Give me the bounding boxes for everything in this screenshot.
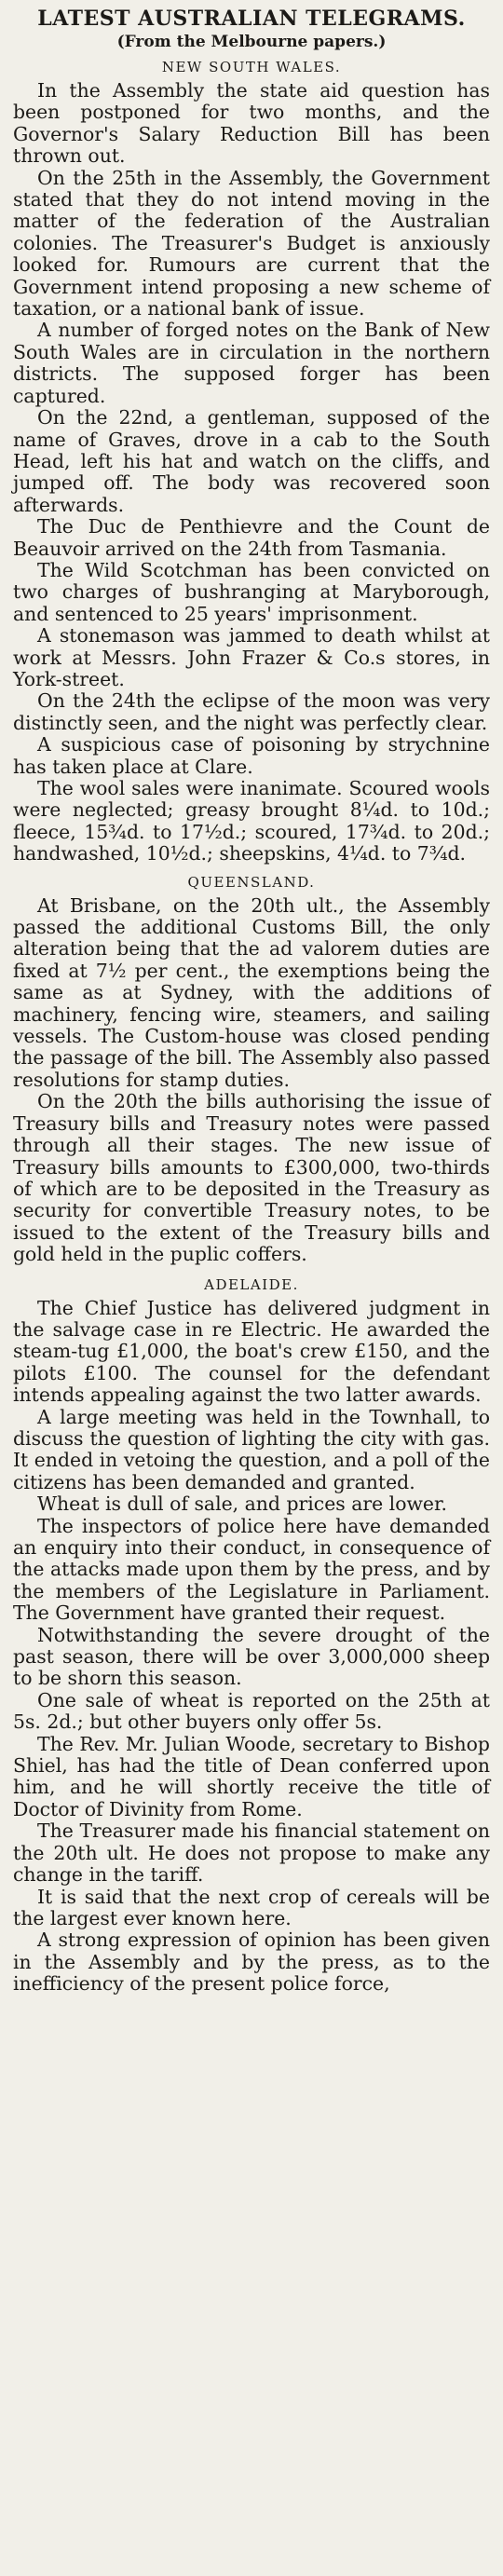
paragraph: A stonemason was jammed to death whilst at work at Messrs. John Frazer & Co.s stores, in York-street. — [13, 624, 490, 690]
paragraph: In the Assembly the state aid question has been postponed for two months, and the Governor's Salary Reduction Bill has been thrown out. — [13, 79, 490, 168]
paragraph: The inspectors of police here have demanded an enquiry into their conduct, in consequence of the attacks made upon them by the press, and by the members of the Legislature in Parliament. The Government have granted their request. — [13, 1514, 490, 1625]
paragraph: A suspicious case of poisoning by strychnine has taken place at Clare. — [13, 733, 490, 778]
section-new-south-wales — [13, 58, 490, 865]
paragraph: On the 25th in the Assembly, the Government stated that they do not intend moving in the matter of the federation of the Australian colonies. The Treasurer's Budget is anxiously looked for. Rumours are current that the Government intend proposing a new scheme of taxation, or a national bank of issue. — [13, 166, 490, 320]
paragraph: The Wild Scotchman has been convicted on two charges of bushranging at Maryborough, and sentenced to 25 years' imprisonment. — [13, 558, 490, 625]
paragraph: A strong expression of opinion has been given in the Assembly and by the press, as to the inefficiency of the present police force, — [13, 1929, 490, 1996]
paragraph: The Duc de Penthievre and the Count de Beauvoir arrived on the 24th from Tasmania. — [13, 515, 490, 560]
section-adelaide — [13, 1275, 490, 1996]
paragraph: At Brisbane, on the 20th ult., the Assembly passed the additional Customs Bill, the only alteration being that the ad valorem duties are fixed at 7½ per cent., the exemptions being the same as at Sydney, with the additions of machinery, fencing wire, steamers, and sailing vessels. The Custom-house was closed pending the passage of the bill. The Assembly also passed resolutions for stamp duties. — [13, 893, 490, 1091]
paragraph: It is said that the next crop of cereals will be the largest ever known here. — [13, 1885, 490, 1929]
section-heading: ADELAIDE. — [204, 1275, 299, 1293]
paragraph: On the 20th the bills authorising the issue of Treasury bills and Treasury notes were passed through all their stages. The new issue of Treasury bills amounts to £300,000, two-thirds of which are to be deposited in the Treasury as security for convertible Treasury notes, to be issued to the extent of the Treasury bills and gold held in the puplic coffers. — [13, 1090, 490, 1266]
paragraph: A number of forged notes on the Bank of New South Wales are in circulation in the northern districts. The supposed forger has been captured. — [13, 319, 490, 407]
article-title: LATEST AUSTRALIAN TELEGRAMS. — [37, 7, 466, 31]
paragraph: Notwithstanding the severe drought of the past season, there will be over 3,000,000 sheep to be shorn this season. — [13, 1623, 490, 1690]
paragraph: The Chief Justice has delivered judgment in the salvage case in re Electric. He awarded the steam-tug £1,000, the boat's crew £150, and the pilots £100. The counsel for the defendant intends appealing against the two latter awards. — [13, 1296, 490, 1407]
paragraph: On the 22nd, a gentleman, supposed of the name of Graves, drove in a cab to the South Head, left his hat and watch on the cliffs, and jumped off. The body was recovered soon afterwards. — [13, 406, 490, 516]
article-source: (From the Melbourne papers.) — [116, 33, 387, 51]
paragraph: The Rev. Mr. Julian Woode, secretary to Bishop Shiel, has had the title of Dean conferred upon him, and he will shortly receive the title of Doctor of Divinity from Rome. — [13, 1732, 490, 1820]
section-heading: NEW SOUTH WALES. — [161, 59, 342, 75]
paragraph: The Treasurer made his financial statement on the 20th ult. He does not propose to make any change in the tariff. — [13, 1820, 490, 1887]
paragraph: The wool sales were inanimate. Scoured wools were neglected; greasy brought 8¼d. to 10d.; fleece, 15¾d. to 17½d.; scoured, 17¾d. to 20d.; handwashed, 10½d.; sheepskins, 4¼d. to 7¾d. — [13, 777, 490, 865]
paragraph: A large meeting was held in the Townhall, to discuss the question of lighting the city with gas. It ended in vetoing the question, and a poll of the citizens has been demanded and granted. — [13, 1405, 490, 1493]
section-heading: QUEENSLAND. — [187, 873, 316, 891]
paragraph: Wheat is dull of sale, and prices are lower. — [37, 1492, 447, 1516]
section-queensland — [13, 873, 490, 1266]
paragraph: One sale of wheat is reported on the 25th at 5s. 2d.; but other buyers only offer 5s. — [13, 1688, 490, 1734]
paragraph: On the 24th the eclipse of the moon was very distinctly seen, and the night was perfectly clear. — [13, 689, 490, 734]
